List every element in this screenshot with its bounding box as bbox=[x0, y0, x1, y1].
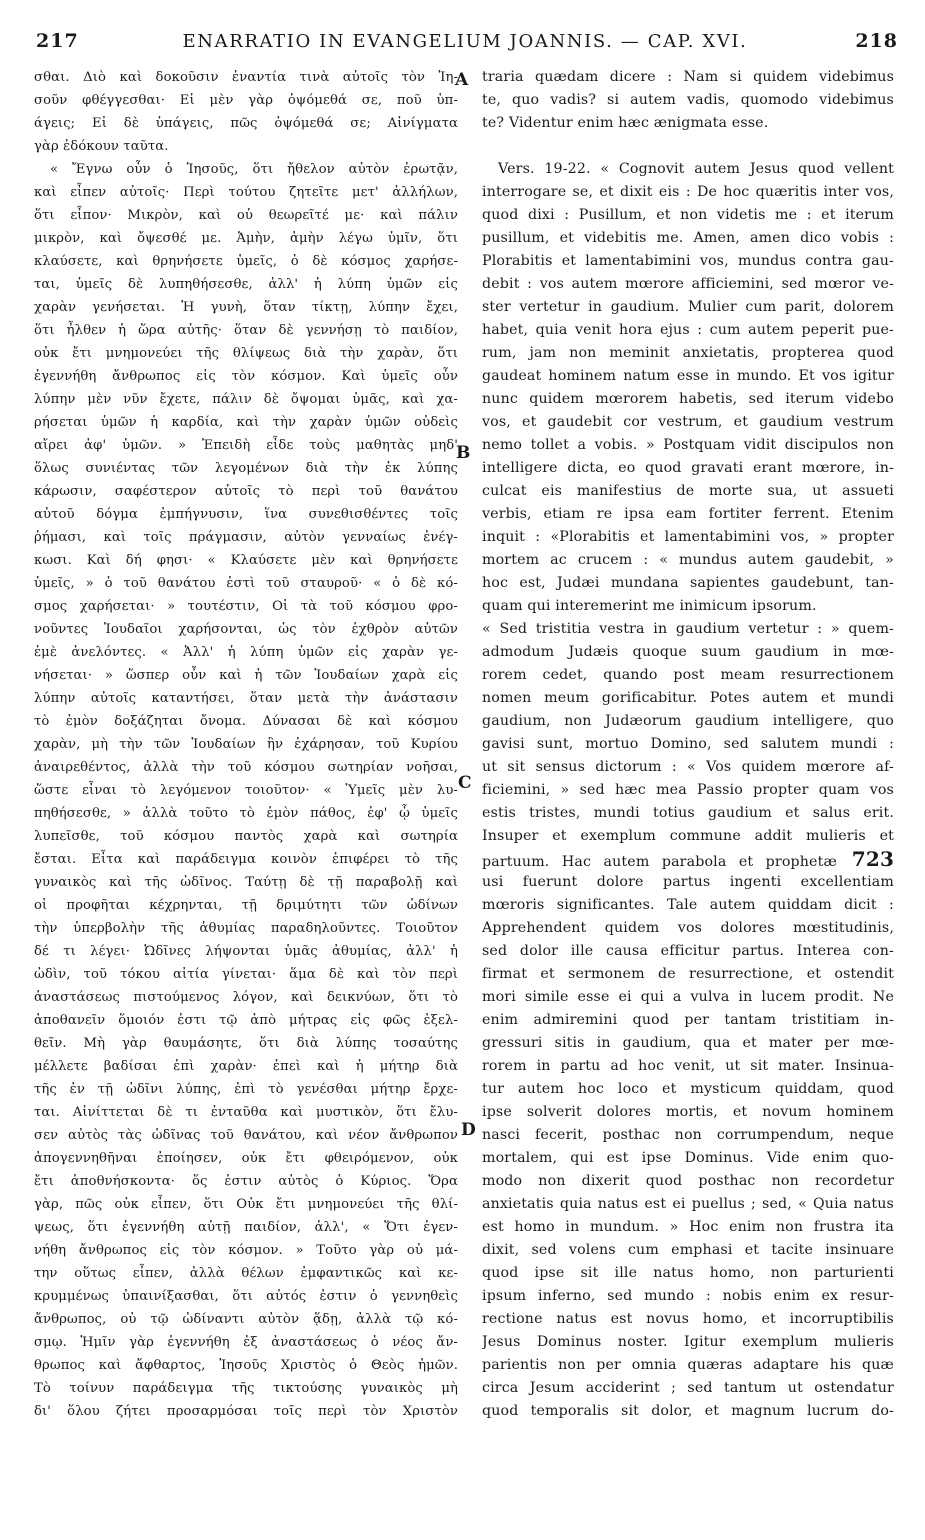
greek-text-line: ὅτι εἶπον· Μικρὸν, καὶ οὐ θεωρεῖτέ με· καὶ πάλιν bbox=[34, 208, 458, 223]
latin-text-line: ipsum inferno, sed mundo : nobis enim ex resur- bbox=[482, 1288, 894, 1304]
latin-text-line: sed dolor ille causa efficitur partus. Interea con- bbox=[482, 943, 894, 959]
latin-text-line: anxietatis quia natus est ei puellus ; sed, « Quia natus bbox=[482, 1196, 894, 1212]
greek-text-line: ἔτι ἀποθνήσκοντα· ὅς ἐστιν αὐτὸς ὁ Κύριος. Ὅρα bbox=[34, 1174, 458, 1189]
latin-text-line: tur autem hoc loco et mysticum quiddam, quod bbox=[482, 1081, 894, 1097]
greek-text-line: άγεις; Εἰ δὲ ὑπάγεις, πῶς ὀψόμεθά σε; Αἰνίγματα bbox=[34, 116, 458, 131]
latin-text-line: rum, jam non meminit anxietatis, propterea quod bbox=[482, 345, 894, 361]
greek-text-line: θρωπος καὶ ἄφθαρτος, Ἰησοῦς Χριστὸς ὁ Θεὸς ἡμῶν. bbox=[34, 1358, 458, 1373]
latin-text-line: circa Jesum acciderint ; sed tantum ut ostendatur bbox=[482, 1380, 894, 1396]
greek-text-line: λύπην αὐτοῖς καταντήσει, ὅταν μετὰ τὴν ἀνάστασιν bbox=[34, 691, 458, 706]
latin-text-line: interrogare se, et dixit eis : De hoc quæritis inter vos, bbox=[482, 184, 894, 200]
greek-text-line: ται, ὑμεῖς δὲ λυπηθήσεσθε, ἀλλ' ἡ λύπη ὑμῶν εἰς bbox=[34, 277, 458, 292]
latin-text-line: rorem in partu ad hoc venit, ut sit mater. Insinua- bbox=[482, 1058, 894, 1074]
latin-text-line: pusillum, et videbitis me. Amen, amen dico vobis : bbox=[482, 230, 894, 246]
greek-text-line: ἄνθρωπος, οὐ τῷ ὠδίναντι αὐτὸν ᾅδῃ, ἀλλὰ τῷ κό- bbox=[34, 1312, 458, 1327]
greek-text-line: ἐμὲ ἀνελόντες. « Ἀλλ' ἡ λύπη ὑμῶν εἰς χαρὰν γε- bbox=[34, 645, 458, 660]
greek-text-line: σοῦν φθέγγεσθαι· Εἰ μὲν γὰρ ὀψόμεθά σε, ποῦ ὑπ- bbox=[34, 93, 458, 108]
greek-text-line: χαρὰν, μὴ τὴν τῶν Ἰουδαίων ἣν ἐχάρησαν, τοῦ Κυρίου bbox=[34, 737, 458, 752]
latin-text-line: debit : vos autem mœrore afficiemini, sed mœror ve- bbox=[482, 276, 894, 292]
latin-text-line: Apprehendent quidem vos dolores mœstitudinis, bbox=[482, 920, 894, 936]
greek-text-line: καὶ εἶπεν αὐτοῖς· Περὶ τούτου ζητεῖτε μετ' ἀλλήλων, bbox=[34, 185, 458, 200]
greek-text-line: οὐκ ἔτι μνημονεύει τῆς θλίψεως διὰ τὴν χαρὰν, ὅτι bbox=[34, 346, 458, 361]
greek-text-line: χαρὰν γενήσεται. Ἡ γυνὴ, ὅταν τίκτῃ, λύπην ἔχει, bbox=[34, 300, 458, 315]
greek-text-line: δι' ὅλου ζήτει προσαρμόσαι τοῖς περὶ τὸν Χριστὸν bbox=[34, 1404, 458, 1419]
greek-text-line: ἀποθανεῖν ὅμοιόν ἐστι τῷ ἀπὸ μήτρας εἰς φῶς ἐξελ- bbox=[34, 1013, 458, 1028]
latin-text-line: usi fuerunt dolore partus ingenti excellentiam bbox=[482, 874, 894, 890]
latin-text-line: Jesus Dominus noster. Igitur exemplum mulieris bbox=[482, 1334, 894, 1350]
greek-text-line: γυναικὸς καὶ τῆς ὠδῖνος. Ταύτῃ δὲ τῇ παραβολῇ καὶ bbox=[34, 875, 458, 890]
latin-text-line: mortem ac crucem : « mundus autem gaudebit, » bbox=[482, 552, 894, 568]
greek-text-line: λύπην μὲν νῦν ἔχετε, πάλιν δὲ ὄψομαι ὑμᾶς, καὶ χα- bbox=[34, 392, 458, 407]
latin-text-line: traria quædam dicere : Nam si quidem videbimus bbox=[482, 69, 894, 85]
running-title: ENARRATIO IN EVANGELIUM JOANNIS. — CAP. XVI. bbox=[182, 31, 748, 52]
latin-text-line: ut sit sensus dictorum : « Vos quidem mœrore af- bbox=[482, 759, 894, 775]
latin-text-line: nemo tollet a vobis. » Postquam vidit discipulos non bbox=[482, 437, 894, 453]
greek-text-line: ἀναστάσεως πιστούμενος λόγον, καὶ δεικνύων, ὅτι τὸ bbox=[34, 990, 458, 1005]
latin-text-line: culcat eis manifestius de morte sua, ut assueti bbox=[482, 483, 894, 499]
latin-text-line: Plorabitis et lamentabimini vos, mundus contra gau- bbox=[482, 253, 894, 269]
greek-text-line: ὥστε εἶναι τὸ λεγόμενον τοιοῦτον· « Ὑμεῖς μὲν λυ- bbox=[34, 783, 458, 798]
latin-text-line: gaudium, non Judæorum gaudium intelligere, quo bbox=[482, 713, 894, 729]
greek-text-line: σεν αὐτὸς τὰς ὠδῖνας τοῦ θανάτου, καὶ νέον ἄνθρωπον bbox=[34, 1128, 458, 1143]
greek-text-line: κάρωσιν, σαφέστερον αὐτοῖς τὸ περὶ τοῦ θανάτου bbox=[34, 484, 458, 499]
greek-text-line: νοῦντες Ἰουδαῖοι χαρήσονται, ὡς τὸν ἐχθρὸν αὐτῶν bbox=[34, 622, 458, 637]
latin-text-line: « Sed tristitia vestra in gaudium vertetur : » quem- bbox=[482, 621, 894, 637]
latin-text-line: est homo in mundum. » Hoc enim non frustra ita bbox=[482, 1219, 894, 1235]
margin-letter-a: A bbox=[455, 70, 469, 90]
greek-text-line: θεῖν. Μὴ γὰρ θαυμάσητε, ὅτι διὰ λύπης τοσαύτης bbox=[34, 1036, 458, 1051]
greek-text-line: σμος χαρήσεται· » τουτέστιν, Οἱ τὰ τοῦ κόσμου φρο- bbox=[34, 599, 458, 614]
latin-text-line: parientis non per omnia quæras adaptare his quæ bbox=[482, 1357, 894, 1373]
greek-text-line: δέ τι λέγει· Ὠδῖνες λήψονται ὑμᾶς ἀθυμίας, ἀλλ' ἡ bbox=[34, 944, 458, 959]
greek-text-line: ἐγεννήθη ἄνθρωπος εἰς τὸν κόσμον. Καὶ ὑμεῖς οὖν bbox=[34, 369, 458, 384]
greek-text-line: ὅτι ἦλθεν ἡ ὥρα αὐτῆς· ὅταν δὲ γεννήσῃ τὸ παιδίον, bbox=[34, 323, 458, 338]
greek-text-line: λυπεῖσθε, τοῦ κόσμου παντὸς χαρὰ καὶ σωτηρία bbox=[34, 829, 458, 844]
left-page-number: 217 bbox=[36, 30, 79, 52]
greek-text-line: την οὕτως εἶπεν, ἀλλὰ θέλων ἐμφαντικῶς καὶ κε- bbox=[34, 1266, 458, 1281]
latin-text-line: rectione natus est novus homo, et incorruptibilis bbox=[482, 1311, 894, 1327]
greek-text-line: ῥήμασι, καὶ τοῖς πράγμασιν, αὐτὸν γενναίως ἐνέγ- bbox=[34, 530, 458, 545]
latin-text-line: intelligere dicta, eo quod gravati erant mœrore, in- bbox=[482, 460, 894, 476]
greek-text-line: νήθη ἄνθρωπος εἰς τὸν κόσμον. » Τοῦτο γὰρ οὐ μά- bbox=[34, 1243, 458, 1258]
running-header bbox=[30, 30, 900, 58]
latin-text-line: admodum Judæis quoque suum gaudium in mœ- bbox=[482, 644, 894, 660]
greek-text-line: αἴρει ἀφ' ὑμῶν. » Ἐπειδὴ εἶδε τοὺς μαθητὰς μηδ' bbox=[34, 438, 458, 453]
latin-text-line: mori simile esse ei qui a vulva in lucem prodit. Ne bbox=[482, 989, 894, 1005]
greek-text-line: ται. Αἰνίττεται δὲ τι ἐνταῦθα καὶ μυστικὸν, ὅτι ἔλυ- bbox=[34, 1105, 458, 1120]
latin-text-line: enim admiremini quod per tantam tristitiam in- bbox=[482, 1012, 894, 1028]
margin-letter-c: C bbox=[458, 773, 472, 793]
greek-text-line: μικρὸν, καὶ ὄψεσθέ με. Ἀμὴν, ἀμὴν λέγω ὑμῖν, ὅτι bbox=[34, 231, 458, 246]
greek-text-line: κωσι. Καὶ δή φησι· « Κλαύσετε μὲν καὶ θρηνήσετε bbox=[34, 553, 458, 568]
latin-text-line: hoc est, Judæi mundana sapientes gaudebunt, tan- bbox=[482, 575, 894, 591]
greek-text-line: κρυμμένως ὑπαινίξασθαι, ὅτι αὐτός ἐστιν ὁ γεννηθεὶς bbox=[34, 1289, 458, 1304]
greek-text-line: ὑμεῖς, » ὁ τοῦ θανάτου ἐστὶ τοῦ σταυροῦ· « ὁ δὲ κό- bbox=[34, 576, 458, 591]
greek-text-line: ὠδὶν, τοῦ τόκου αἰτία γίνεται· ἅμα δὲ καὶ τὸν περὶ bbox=[34, 967, 458, 982]
latin-text-line: vos, et gaudebit cor vestrum, et gaudium vestrum bbox=[482, 414, 894, 430]
latin-text-line: verbis, etiam re ipsa eam fortiter ferrent. Etenim bbox=[482, 506, 894, 522]
greek-text-line: νήσεται· » ὥσπερ οὖν καὶ ἡ τῶν Ἰουδαίων χαρὰ εἰς bbox=[34, 668, 458, 683]
greek-text-line: ἔσται. Εἶτα καὶ παράδειγμα κοινὸν ἐπιφέρει τὸ τῆς bbox=[34, 852, 458, 867]
latin-text-line: inquit : «Plorabitis et lamentabimini vos, » propter bbox=[482, 529, 894, 545]
greek-text-line: ψεως, ὅτι ἐγεννήθη αὐτῇ παιδίον, ἀλλ', « Ὅτι ἐγεν- bbox=[34, 1220, 458, 1235]
latin-text-line: nomen meum gorificabitur. Potes autem et mundi bbox=[482, 690, 894, 706]
latin-text-line: habet, quia venit hora ejus : cum autem peperit pue- bbox=[482, 322, 894, 338]
margin-letter-d: D bbox=[461, 1120, 476, 1140]
greek-text-line: πηθήσεσθε, » ἀλλὰ τοῦτο τὸ ἐμὸν πάθος, ἐφ' ᾧ ὑμεῖς bbox=[34, 806, 458, 821]
greek-text-line: κλαύσετε, καὶ θρηνήσετε ὑμεῖς, ὁ δὲ κόσμος χαρήσε- bbox=[34, 254, 458, 269]
latin-text-line: ster vertetur in gaudium. Mulier cum parit, dolorem bbox=[482, 299, 894, 315]
greek-text-line: τὸ ἐμὸν δοξάζηται ὄνομα. Δύνασαι δὲ καὶ κόσμου bbox=[34, 714, 458, 729]
latin-text-line: Vers. 19-22. « Cognovit autem Jesus quod vellent bbox=[498, 161, 894, 177]
latin-text-line: ficiemini, » sed hæc mea Passio propter quam vos bbox=[482, 782, 894, 798]
greek-text-line: τῆς ἐν τῇ ὠδῖνι λύπης, ἐπὶ τὸ γενέσθαι μήτηρ ἔρχε- bbox=[34, 1082, 458, 1097]
latin-text-line: dixit, sed volens cum emphasi et tacite insinuare bbox=[482, 1242, 894, 1258]
latin-text-line: gressuri sitis in gaudium, qua et mater per mœ- bbox=[482, 1035, 894, 1051]
latin-text-line: Insuper et exemplum commune addit mulieris et bbox=[482, 828, 894, 844]
latin-text-line: nasci fecerit, posthac non corrumpendum, neque bbox=[482, 1127, 894, 1143]
greek-text-line: ἀπογεννηθῆναι ἐποίησεν, οὐκ ἔτι φθειρόμενον, οὐκ bbox=[34, 1151, 458, 1166]
greek-text-line: « Ἔγνω οὖν ὁ Ἰησοῦς, ὅτι ἤθελον αὐτὸν ἐρωτᾷν, bbox=[50, 162, 458, 177]
right-page-number: 218 bbox=[855, 30, 898, 52]
margin-letter-b: B bbox=[456, 443, 471, 463]
latin-text-line: nunc quidem mœrorem habetis, sed iterum videbo bbox=[482, 391, 894, 407]
latin-text-line: quod ipse sit ille natus homo, non parturienti bbox=[482, 1265, 894, 1281]
latin-text-line: mœroris significantes. Tale autem quiddam dicit : bbox=[482, 897, 894, 913]
latin-text-line bbox=[482, 135, 894, 158]
latin-text-line: firmat et sermonem de resurrectione, et ostendit bbox=[482, 966, 894, 982]
greek-text-line: Τὸ τοίνυν παράδειγμα τῆς τικτούσης γυναικὸς μὴ bbox=[34, 1381, 458, 1396]
latin-text-line: partuum. Hac autem parabola et prophetæ 723 bbox=[482, 848, 894, 871]
latin-text-line: gavisi sunt, mortuo Domino, sed salutem mundi : bbox=[482, 736, 894, 752]
latin-text-line: te? Videntur enim hæc ænigmata esse. bbox=[482, 115, 769, 131]
latin-text-line: ipse solverit dolores mortis, et novum hominem bbox=[482, 1104, 894, 1120]
latin-text-line: quod dixi : Pusillum, et non videtis me : et iterum bbox=[482, 207, 894, 223]
greek-text-line: μέλλετε βαδίσαι ἐπὶ χαρὰν· ἐπεὶ καὶ ἡ μήτηρ διὰ bbox=[34, 1059, 458, 1074]
greek-text-line: σμῳ. Ἡμῖν γὰρ ἐγεννήθη ἐξ ἀναστάσεως ὁ νέος ἄν- bbox=[34, 1335, 458, 1350]
column-number-marker: 723 bbox=[836, 848, 894, 871]
greek-text-line: αὐτοῦ δόγμα ἐμπήγνυσιν, ἵνα συνεθισθέντες τοῖς bbox=[34, 507, 458, 522]
greek-text-line: ρήσεται ὑμῶν ἡ καρδία, καὶ τὴν χαρὰν ὑμῶν οὐδεὶς bbox=[34, 415, 458, 430]
greek-text-line: γὰρ, πῶς οὐκ εἶπεν, ὅτι Οὐκ ἔτι μνημονεύει τῆς θλί- bbox=[34, 1197, 458, 1212]
latin-text-line: rorem cedet, quando post meam resurrectionem bbox=[482, 667, 894, 683]
latin-text-line: quod temporalis sit dolor, et magnum lucrum do- bbox=[482, 1403, 894, 1419]
greek-text-line: ὅλως συνιέντας τῶν λεγομένων διὰ τὴν ἐκ λύπης bbox=[34, 461, 458, 476]
latin-text-line: gaudeat hominem natum esse in mundo. Et vos igitur bbox=[482, 368, 894, 384]
greek-text-line: τὴν ὑπερβολὴν τῆς ἀθυμίας παραδηλοῦντες. Τοιοῦτον bbox=[34, 921, 458, 936]
greek-text-line: ἀναιρεθέντος, ἀλλὰ τὴν τοῦ κόσμου σωτηρίαν νοῆσαι, bbox=[34, 760, 458, 775]
latin-text-line: mortalem, qui est ipse Dominus. Vide enim quo- bbox=[482, 1150, 894, 1166]
greek-text-line: γὰρ ἐδόκουν ταῦτα. bbox=[34, 139, 169, 154]
latin-text-line: estis tristes, mundi totius gaudium et salus erit. bbox=[482, 805, 894, 821]
latin-text-line: te, quo vadis? si autem vadis, quomodo videbimus bbox=[482, 92, 894, 108]
latin-text-line: modo non dixerit quod posthac non recordetur bbox=[482, 1173, 894, 1189]
latin-text-line: quam qui interemerint me inimicum ipsorum. bbox=[482, 598, 817, 614]
greek-text-line: σθαι. Διὸ καὶ δοκοῦσιν ἐναντία τινὰ αὐτοῖς τὸν Ἰη- bbox=[34, 70, 458, 85]
greek-text-line: οἱ προφῆται κέχρηνται, τῇ δριμύτητι τῶν ὠδίνων bbox=[34, 898, 458, 913]
